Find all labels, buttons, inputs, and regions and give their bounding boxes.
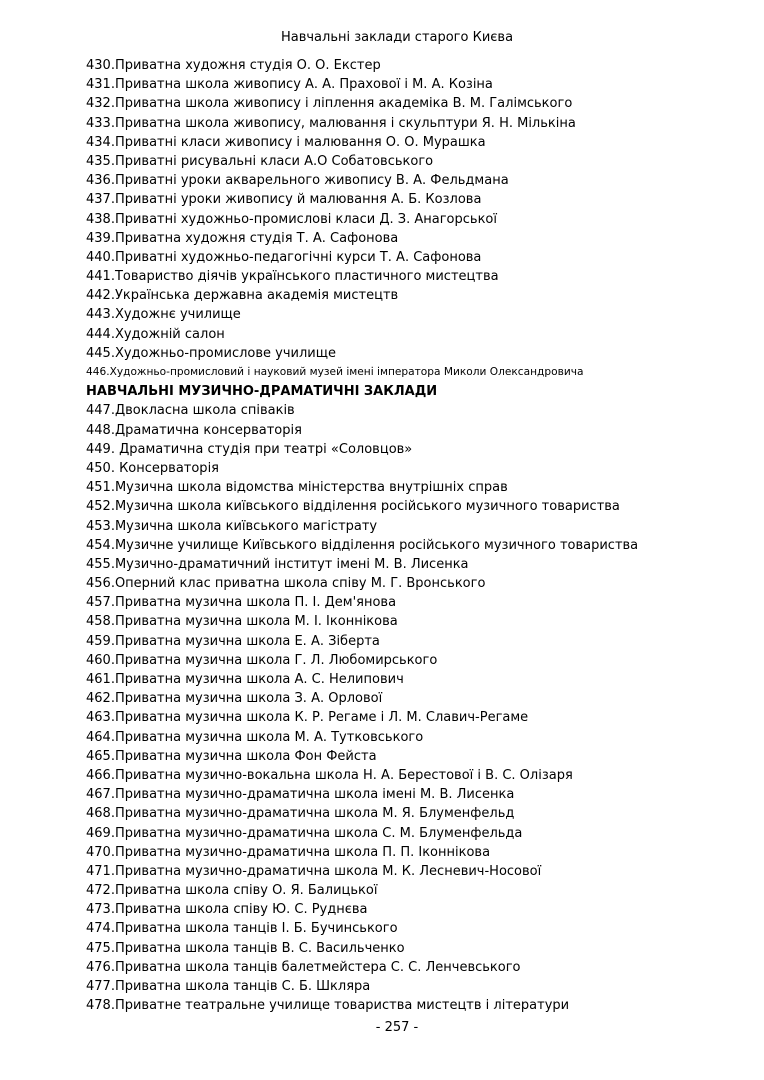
list-item: 438.Приватні художньо-промислові класи Д. З. Анагорської xyxy=(86,211,497,227)
list-item: 472.Приватна школа співу О. Я. Балицької xyxy=(86,883,378,899)
list-item: 453.Музична школа київського магістрату xyxy=(86,518,378,534)
list-item: 456.Оперний клас приватна школа співу М. Г. Вронського xyxy=(86,576,486,592)
list-item: 435.Приватні рисувальні класи А.О Собатовського xyxy=(86,153,434,169)
list-item: 449. Драматична студія при театрі «Соловцов» xyxy=(86,441,413,457)
list-item: 462.Приватна музична школа З. А. Орлової xyxy=(86,691,383,707)
list-item: 470.Приватна музично-драматична школа П. П. Іконнікова xyxy=(86,844,491,860)
list-item: 443.Художнє училище xyxy=(86,307,241,323)
list-item: 437.Приватні уроки живопису й малювання А. Б. Козлова xyxy=(86,192,482,208)
list-item: 452.Музична школа київського відділення російського музичного товариства xyxy=(86,499,620,515)
list-item: 431.Приватна школа живопису А. А. Прахової і М. А. Козіна xyxy=(86,77,493,93)
list-item: 459.Приватна музична школа Е. А. Зіберта xyxy=(86,633,380,649)
list-item: 450. Консерваторія xyxy=(86,460,219,476)
list-item: 471.Приватна музично-драматична школа М. К. Лесневич-Носової xyxy=(86,863,542,879)
list-item: 463.Приватна музична школа К. Р. Регаме і Л. М. Славич-Регаме xyxy=(86,710,529,726)
list-item: 440.Приватні художньо-педагогічні курси Т. А. Сафонова xyxy=(86,249,482,265)
list-item: 464.Приватна музична школа М. А. Тутковського xyxy=(86,729,424,745)
list-item: 465.Приватна музична школа Фон Фейста xyxy=(86,748,377,764)
list-item: 460.Приватна музична школа Г. Л. Любомирського xyxy=(86,652,438,668)
list-item: 447.Двокласна школа співаків xyxy=(86,403,295,419)
list-item: 467.Приватна музично-драматична школа імені М. В. Лисенка xyxy=(86,787,515,803)
page-number: - 257 - xyxy=(375,1020,419,1035)
list-item: 448.Драматична консерваторія xyxy=(86,422,302,438)
list-item: 468.Приватна музично-драматична школа М. Я. Блуменфельд xyxy=(86,806,515,822)
list-item: 436.Приватні уроки акварельного живопису В. А. Фельдмана xyxy=(86,173,509,189)
list-item: 441.Товариство діячів українського пластичного мистецтва xyxy=(86,269,499,285)
list-item: 478.Приватне театральне училище товариства мистецтв і літератури xyxy=(86,998,570,1014)
list-item: 461.Приватна музична школа А. С. Нелипович xyxy=(86,672,404,687)
list-item: 469.Приватна музично-драматична школа С. М. Блуменфельда xyxy=(86,825,523,841)
list-item: 476.Приватна школа танців балетмейстера С. С. Ленчевського xyxy=(86,959,521,975)
list-item: 442.Українська державна академія мистецтв xyxy=(86,288,399,304)
list-item: 474.Приватна школа танців І. Б. Бучинського xyxy=(86,921,398,937)
list-item: 457.Приватна музична школа П. І. Дем'янова xyxy=(86,595,397,611)
list-item: 445.Художньо-промислове училище xyxy=(86,345,336,361)
list-item: 430.Приватна художня студія О. О. Екстер xyxy=(86,58,381,73)
list-item: 455.Музично-драматичний інститут імені М. В. Лисенка xyxy=(86,556,469,572)
list-item: 434.Приватні класи живопису і малювання О. О. Мурашка xyxy=(86,134,486,150)
list-item: 466.Приватна музично-вокальна школа Н. А. Берестової і В. С. Олізаря xyxy=(86,767,573,783)
list-item: 433.Приватна школа живопису, малювання і скульптури Я. Н. Мількіна xyxy=(86,115,576,131)
list-item: 454.Музичне училище Київського відділення російського музичного товариства xyxy=(86,537,639,553)
running-header: Навчальні заклади старого Києва xyxy=(280,30,514,45)
list-item: 451.Музична школа відомства міністерства внутрішніх справ xyxy=(86,480,508,496)
list-item: 439.Приватна художня студія Т. А. Сафонова xyxy=(86,230,399,246)
list-item: 444.Художній салон xyxy=(86,326,225,342)
list-item: 458.Приватна музична школа М. І. Іконнікова xyxy=(86,614,398,630)
list-item: 432.Приватна школа живопису і ліплення академіка В. М. Галімського xyxy=(86,96,573,112)
section-heading: НАВЧАЛЬНІ МУЗИЧНО-ДРАМАТИЧНІ ЗАКЛАДИ xyxy=(86,384,438,400)
list-item: 475.Приватна школа танців В. С. Васильченко xyxy=(86,940,405,956)
list-item: 446.Художньо-промисловий і науковий музей імені імператора Миколи Олександровича xyxy=(86,366,584,378)
list-item: 477.Приватна школа танців С. Б. Шкляра xyxy=(86,979,371,994)
institution-list xyxy=(86,56,734,1015)
list-item: 473.Приватна школа співу Ю. С. Руднєва xyxy=(86,902,368,918)
